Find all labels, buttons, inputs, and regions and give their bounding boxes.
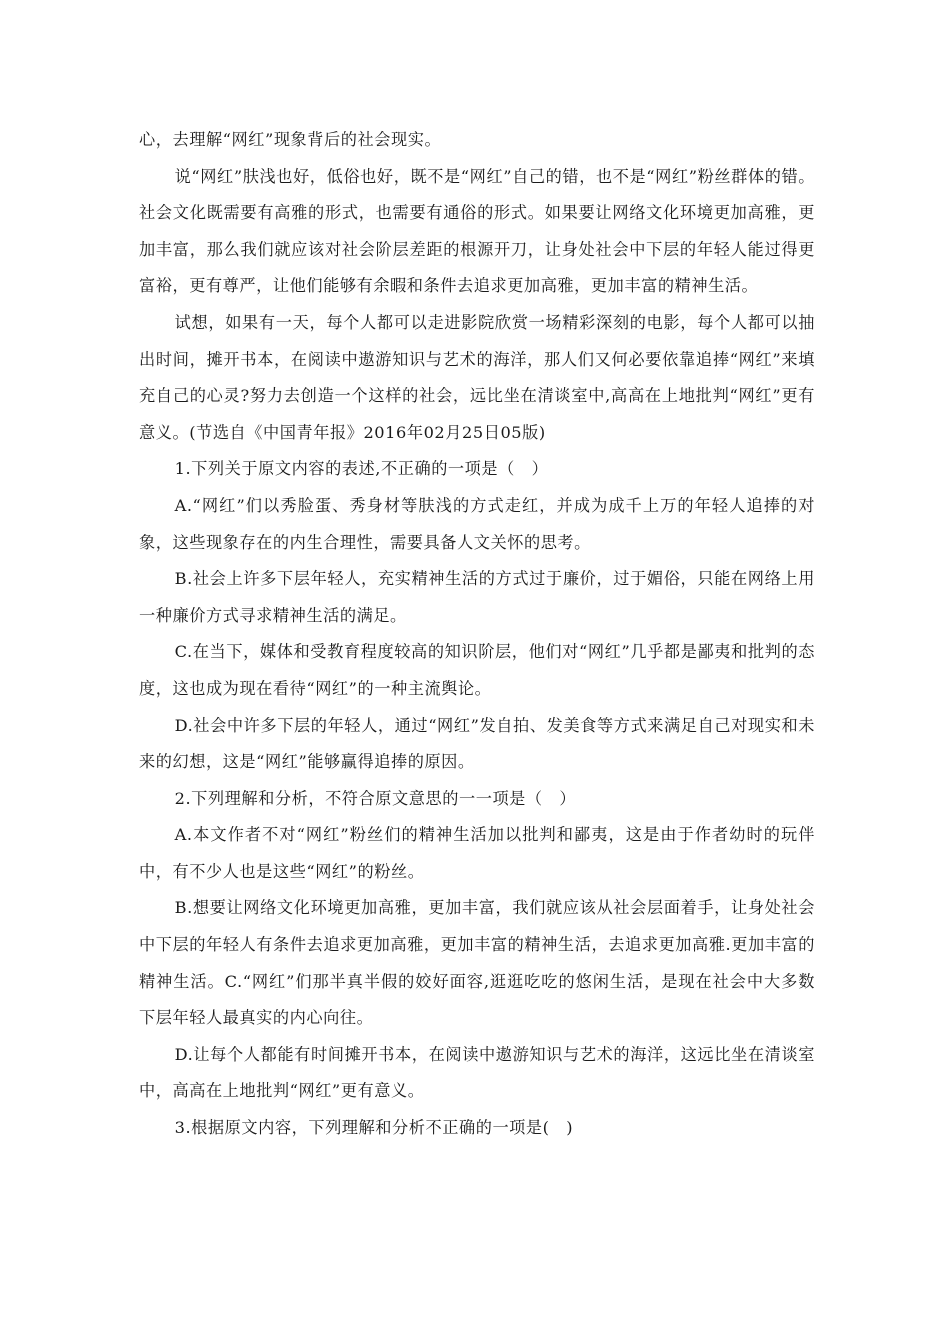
question-1-option-b: B.社会上许多下层年轻人，充实精神生活的方式过于廉价，过于媚俗，只能在网络上用一种廉价方式寻求精神生活的满足。 bbox=[139, 569, 815, 625]
question-1-option-c: C.在当下，媒体和受教育程度较高的知识阶层，他们对“网红”几乎都是鄙夷和批判的态度，这也成为现在看待“网红”的一种主流舆论。 bbox=[139, 642, 815, 698]
paragraph-continued: 心，去理解“网红”现象背后的社会现实。 bbox=[139, 130, 442, 149]
paragraph-imagine-society: 试想，如果有一天，每个人都可以走进影院欣赏一场精彩深刻的电影，每个人都可以抽出时间，摊开书本，在阅读中遨游知识与艺术的海洋，那人们又何必要依靠追捧“网红”来填充自己的心灵?努力去创造一个这样的社会，远比坐在清谈室中,高高在上地批判“网红”更有意义。(节选自《中国青年报》2016年02月25日05版) bbox=[139, 312, 815, 442]
document-body bbox=[139, 122, 815, 1147]
question-1-stem: 1.下列关于原文内容的表述,不正确的一项是（ ） bbox=[174, 459, 549, 479]
question-2-option-a: A.本文作者不对“网红”粉丝们的精神生活加以批判和鄙夷，这是由于作者幼时的玩伴中，有不少人也是这些“网红”的粉丝。 bbox=[139, 825, 815, 881]
question-2-stem: 2.下列理解和分析，不符合原文意思的一一项是（ ） bbox=[174, 788, 577, 808]
question-2-option-b-c: B.想要让网络文化环境更加高雅，更加丰富，我们就应该从社会层面着手，让身处社会中下层的年轻人有条件去追求更加高雅，更加丰富的精神生活，去追求更加高雅.更加丰富的精神生活。C.“网红”们那半真半假的姣好面容,逛逛吃吃的悠闲生活，是现在社会中大多数下层年轻人最真实的内心向往。 bbox=[139, 898, 815, 1028]
question-1-option-a: A.“网红”们以秀脸蛋、秀身材等肤浅的方式走红，并成为成千上万的年轻人追捧的对象，这些现象存在的内生合理性，需要具备人文关怀的思考。 bbox=[139, 495, 815, 552]
question-2-option-d: D.让每个人都能有时间摊开书本，在阅读中遨游知识与艺术的海洋，这远比坐在清谈室中，高高在上地批判“网红”更有意义。 bbox=[139, 1044, 815, 1101]
question-1-option-d: D.社会中许多下层的年轻人，通过“网红”发自拍、发美食等方式来满足自己对现实和未来的幻想，这是“网红”能够赢得追捧的原因。 bbox=[139, 715, 815, 772]
question-3-stem: 3.根据原文内容，下列理解和分析不正确的一项是( ) bbox=[174, 1118, 574, 1138]
paragraph-wanghong-blame: 说“网红”肤浅也好，低俗也好，既不是“网红”自己的错，也不是“网红”粉丝群体的错。社会文化既需要有高雅的形式，也需要有通俗的形式。如果要让网络文化环境更加高雅，更加丰富，那么我们就应该对社会阶层差距的根源开刀，让身处社会中下层的年轻人能过得更富裕，更有尊严，让他们能够有余暇和条件去追求更加高雅，更加丰富的精神生活。 bbox=[139, 166, 815, 296]
